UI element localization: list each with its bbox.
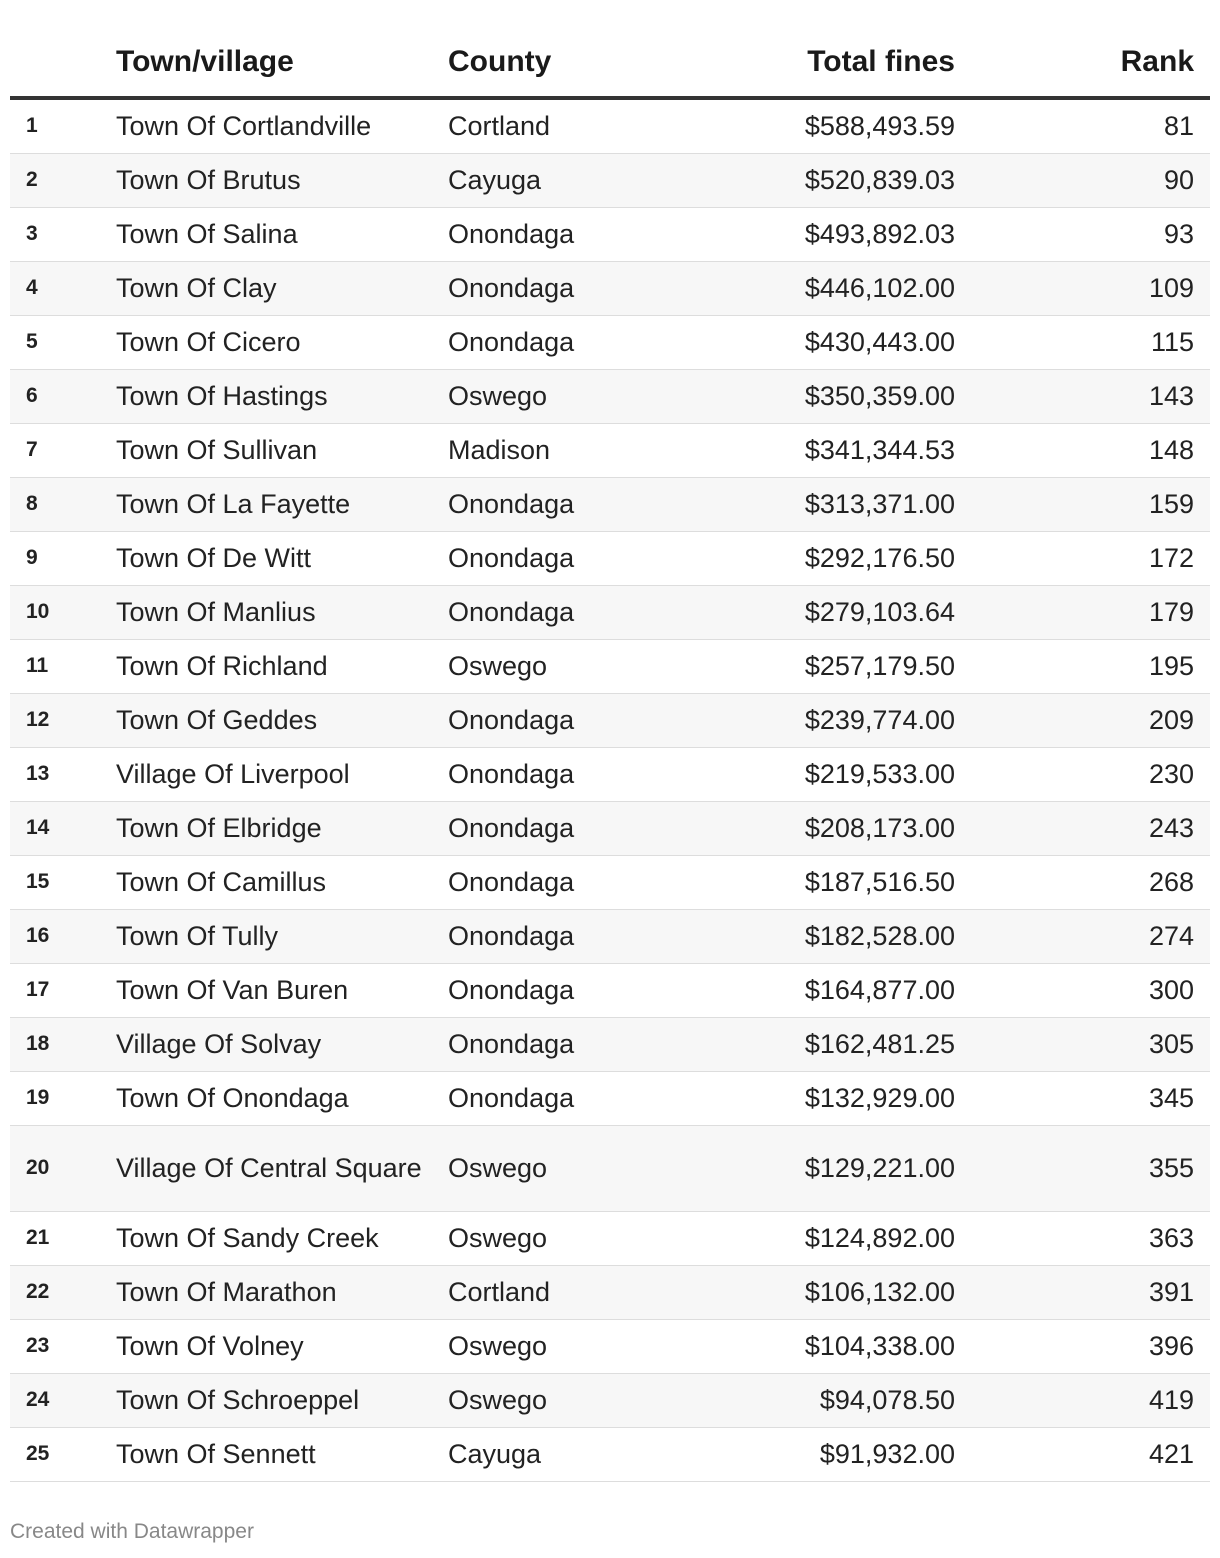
total-fines-cell: $164,877.00 xyxy=(698,964,955,1018)
rank-cell: 363 xyxy=(955,1212,1210,1266)
rank-cell: 243 xyxy=(955,802,1210,856)
total-fines-cell: $493,892.03 xyxy=(698,208,955,262)
total-fines-cell: $219,533.00 xyxy=(698,748,955,802)
table-row xyxy=(10,856,1210,910)
table-row xyxy=(10,208,1210,262)
header-rank: Rank xyxy=(955,0,1210,98)
town-cell: Town Of La Fayette xyxy=(116,478,448,532)
town-cell: Town Of Tully xyxy=(116,910,448,964)
town-cell: Town Of Sennett xyxy=(116,1428,448,1482)
county-cell: Oswego xyxy=(448,370,698,424)
header-row xyxy=(10,0,1210,98)
table-row xyxy=(10,262,1210,316)
town-cell: Town Of Cicero xyxy=(116,316,448,370)
county-cell: Cayuga xyxy=(448,1428,698,1482)
row-number: 1 xyxy=(10,98,116,154)
table-row xyxy=(10,1018,1210,1072)
town-cell: Town Of Onondaga xyxy=(116,1072,448,1126)
header-total-fines: Total fines xyxy=(698,0,955,98)
town-cell: Town Of De Witt xyxy=(116,532,448,586)
rank-cell: 143 xyxy=(955,370,1210,424)
county-cell: Onondaga xyxy=(448,694,698,748)
total-fines-cell: $257,179.50 xyxy=(698,640,955,694)
total-fines-cell: $446,102.00 xyxy=(698,262,955,316)
rank-cell: 419 xyxy=(955,1374,1210,1428)
town-cell: Town Of Marathon xyxy=(116,1266,448,1320)
rank-cell: 195 xyxy=(955,640,1210,694)
county-cell: Onondaga xyxy=(448,748,698,802)
header-town: Town/village xyxy=(116,0,448,98)
table-row xyxy=(10,694,1210,748)
total-fines-cell: $588,493.59 xyxy=(698,98,955,154)
county-cell: Oswego xyxy=(448,1320,698,1374)
town-cell: Town Of Sandy Creek xyxy=(116,1212,448,1266)
header-number xyxy=(10,0,116,98)
total-fines-cell: $94,078.50 xyxy=(698,1374,955,1428)
row-number: 16 xyxy=(10,910,116,964)
rank-cell: 268 xyxy=(955,856,1210,910)
total-fines-cell: $129,221.00 xyxy=(698,1126,955,1212)
table-row xyxy=(10,1072,1210,1126)
total-fines-cell: $341,344.53 xyxy=(698,424,955,478)
row-number: 2 xyxy=(10,154,116,208)
county-cell: Onondaga xyxy=(448,586,698,640)
town-cell: Town Of Geddes xyxy=(116,694,448,748)
row-number: 10 xyxy=(10,586,116,640)
town-cell: Town Of Richland xyxy=(116,640,448,694)
row-number: 21 xyxy=(10,1212,116,1266)
county-cell: Onondaga xyxy=(448,208,698,262)
county-cell: Onondaga xyxy=(448,316,698,370)
rank-cell: 93 xyxy=(955,208,1210,262)
county-cell: Onondaga xyxy=(448,910,698,964)
town-cell: Town Of Elbridge xyxy=(116,802,448,856)
row-number: 18 xyxy=(10,1018,116,1072)
row-number: 22 xyxy=(10,1266,116,1320)
total-fines-cell: $182,528.00 xyxy=(698,910,955,964)
county-cell: Onondaga xyxy=(448,478,698,532)
table-row xyxy=(10,532,1210,586)
rank-cell: 300 xyxy=(955,964,1210,1018)
county-cell: Onondaga xyxy=(448,1018,698,1072)
row-number: 24 xyxy=(10,1374,116,1428)
rank-cell: 305 xyxy=(955,1018,1210,1072)
row-number: 3 xyxy=(10,208,116,262)
table-row xyxy=(10,154,1210,208)
row-number: 8 xyxy=(10,478,116,532)
rank-cell: 421 xyxy=(955,1428,1210,1482)
table-header xyxy=(10,0,1210,98)
county-cell: Cayuga xyxy=(448,154,698,208)
town-cell: Town Of Schroeppel xyxy=(116,1374,448,1428)
county-cell: Onondaga xyxy=(448,964,698,1018)
rank-cell: 391 xyxy=(955,1266,1210,1320)
rank-cell: 159 xyxy=(955,478,1210,532)
county-cell: Cortland xyxy=(448,1266,698,1320)
table-body xyxy=(10,98,1210,1482)
row-number: 4 xyxy=(10,262,116,316)
row-number: 25 xyxy=(10,1428,116,1482)
row-number: 9 xyxy=(10,532,116,586)
rank-cell: 109 xyxy=(955,262,1210,316)
town-cell: Town Of Camillus xyxy=(116,856,448,910)
county-cell: Onondaga xyxy=(448,532,698,586)
county-cell: Onondaga xyxy=(448,802,698,856)
table-row xyxy=(10,748,1210,802)
row-number: 11 xyxy=(10,640,116,694)
county-cell: Oswego xyxy=(448,1374,698,1428)
town-cell: Town Of Cortlandville xyxy=(116,98,448,154)
town-cell: Village Of Liverpool xyxy=(116,748,448,802)
total-fines-cell: $520,839.03 xyxy=(698,154,955,208)
total-fines-cell: $239,774.00 xyxy=(698,694,955,748)
town-cell: Town Of Hastings xyxy=(116,370,448,424)
county-cell: Cortland xyxy=(448,98,698,154)
rank-cell: 355 xyxy=(955,1126,1210,1212)
total-fines-cell: $104,338.00 xyxy=(698,1320,955,1374)
rank-cell: 115 xyxy=(955,316,1210,370)
town-cell: Town Of Volney xyxy=(116,1320,448,1374)
table-row xyxy=(10,1428,1210,1482)
county-cell: Onondaga xyxy=(448,262,698,316)
rank-cell: 345 xyxy=(955,1072,1210,1126)
rank-cell: 230 xyxy=(955,748,1210,802)
county-cell: Madison xyxy=(448,424,698,478)
county-cell: Onondaga xyxy=(448,856,698,910)
table-row xyxy=(10,316,1210,370)
town-cell: Town Of Brutus xyxy=(116,154,448,208)
fines-table-container xyxy=(10,0,1210,1482)
table-row xyxy=(10,1374,1210,1428)
total-fines-cell: $132,929.00 xyxy=(698,1072,955,1126)
rank-cell: 172 xyxy=(955,532,1210,586)
rank-cell: 396 xyxy=(955,1320,1210,1374)
row-number: 7 xyxy=(10,424,116,478)
table-row xyxy=(10,424,1210,478)
rank-cell: 274 xyxy=(955,910,1210,964)
table-row xyxy=(10,586,1210,640)
table-row xyxy=(10,964,1210,1018)
row-number: 19 xyxy=(10,1072,116,1126)
rank-cell: 90 xyxy=(955,154,1210,208)
header-county: County xyxy=(448,0,698,98)
row-number: 15 xyxy=(10,856,116,910)
row-number: 6 xyxy=(10,370,116,424)
county-cell: Oswego xyxy=(448,1126,698,1212)
row-number: 5 xyxy=(10,316,116,370)
table-row xyxy=(10,370,1210,424)
total-fines-cell: $279,103.64 xyxy=(698,586,955,640)
total-fines-cell: $162,481.25 xyxy=(698,1018,955,1072)
row-number: 12 xyxy=(10,694,116,748)
town-cell: Town Of Clay xyxy=(116,262,448,316)
total-fines-cell: $292,176.50 xyxy=(698,532,955,586)
town-cell: Town Of Salina xyxy=(116,208,448,262)
table-row xyxy=(10,910,1210,964)
town-cell: Village Of Central Square xyxy=(116,1126,448,1212)
table-row xyxy=(10,1126,1210,1212)
table-row xyxy=(10,1212,1210,1266)
row-number: 14 xyxy=(10,802,116,856)
total-fines-cell: $106,132.00 xyxy=(698,1266,955,1320)
row-number: 20 xyxy=(10,1126,116,1212)
table-row xyxy=(10,802,1210,856)
table-row xyxy=(10,478,1210,532)
table-row xyxy=(10,1266,1210,1320)
total-fines-cell: $430,443.00 xyxy=(698,316,955,370)
datawrapper-credit: Created with Datawrapper xyxy=(10,1520,254,1543)
table-row xyxy=(10,98,1210,154)
fines-table xyxy=(10,0,1210,1482)
town-cell: Town Of Sullivan xyxy=(116,424,448,478)
total-fines-cell: $313,371.00 xyxy=(698,478,955,532)
rank-cell: 209 xyxy=(955,694,1210,748)
row-number: 13 xyxy=(10,748,116,802)
table-row xyxy=(10,1320,1210,1374)
town-cell: Village Of Solvay xyxy=(116,1018,448,1072)
town-cell: Town Of Manlius xyxy=(116,586,448,640)
county-cell: Oswego xyxy=(448,1212,698,1266)
total-fines-cell: $91,932.00 xyxy=(698,1428,955,1482)
total-fines-cell: $187,516.50 xyxy=(698,856,955,910)
rank-cell: 179 xyxy=(955,586,1210,640)
row-number: 17 xyxy=(10,964,116,1018)
row-number: 23 xyxy=(10,1320,116,1374)
total-fines-cell: $124,892.00 xyxy=(698,1212,955,1266)
town-cell: Town Of Van Buren xyxy=(116,964,448,1018)
rank-cell: 148 xyxy=(955,424,1210,478)
table-row xyxy=(10,640,1210,694)
total-fines-cell: $208,173.00 xyxy=(698,802,955,856)
county-cell: Onondaga xyxy=(448,1072,698,1126)
county-cell: Oswego xyxy=(448,640,698,694)
total-fines-cell: $350,359.00 xyxy=(698,370,955,424)
rank-cell: 81 xyxy=(955,98,1210,154)
